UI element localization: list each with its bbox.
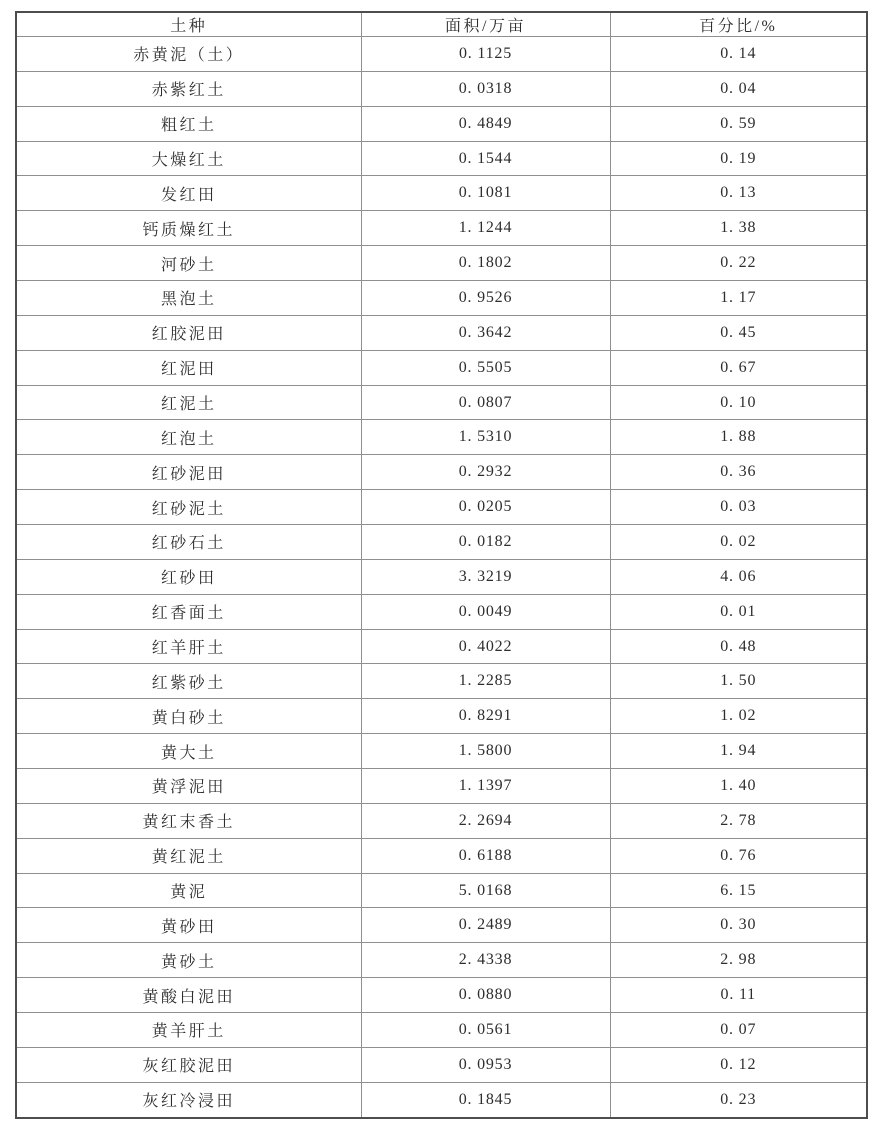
area-value-cell: 2. 2694 <box>361 803 610 838</box>
soil-name-cell: 黄砂田 <box>16 908 361 943</box>
area-value-cell: 1. 5310 <box>361 420 610 455</box>
table-row <box>16 629 867 664</box>
percentage-value-cell: 0. 12 <box>610 1047 867 1082</box>
table-row <box>16 594 867 629</box>
table-row <box>16 420 867 455</box>
percentage-value-cell: 0. 19 <box>610 141 867 176</box>
soil-name-cell: 灰红胶泥田 <box>16 1047 361 1082</box>
soil-name-cell: 红砂泥土 <box>16 490 361 525</box>
soil-name-cell: 黄泥 <box>16 873 361 908</box>
table-row <box>16 943 867 978</box>
area-value-cell: 3. 3219 <box>361 559 610 594</box>
table-row <box>16 315 867 350</box>
area-value-cell: 0. 8291 <box>361 699 610 734</box>
soil-name-cell: 红紫砂土 <box>16 664 361 699</box>
area-value-cell: 1. 2285 <box>361 664 610 699</box>
area-value-cell: 0. 9526 <box>361 281 610 316</box>
table-row <box>16 873 867 908</box>
percentage-value-cell: 0. 02 <box>610 525 867 560</box>
table-row <box>16 246 867 281</box>
table-header-row <box>16 12 867 37</box>
soil-name-cell: 黄大土 <box>16 734 361 769</box>
table-row <box>16 978 867 1013</box>
percentage-value-cell: 0. 13 <box>610 176 867 211</box>
header-percentage: 百分比/% <box>610 12 867 37</box>
soil-name-cell: 黑泡土 <box>16 281 361 316</box>
soil-name-cell: 黄酸白泥田 <box>16 978 361 1013</box>
table-row <box>16 490 867 525</box>
table-row <box>16 281 867 316</box>
area-value-cell: 0. 2489 <box>361 908 610 943</box>
percentage-value-cell: 1. 88 <box>610 420 867 455</box>
soil-name-cell: 红羊肝土 <box>16 629 361 664</box>
percentage-value-cell: 0. 36 <box>610 455 867 490</box>
soil-name-cell: 黄浮泥田 <box>16 769 361 804</box>
area-value-cell: 0. 1081 <box>361 176 610 211</box>
soil-name-cell: 发红田 <box>16 176 361 211</box>
table-row <box>16 908 867 943</box>
percentage-value-cell: 1. 40 <box>610 769 867 804</box>
percentage-value-cell: 0. 30 <box>610 908 867 943</box>
percentage-value-cell: 1. 38 <box>610 211 867 246</box>
area-value-cell: 0. 0561 <box>361 1013 610 1048</box>
area-value-cell: 0. 0318 <box>361 71 610 106</box>
soil-name-cell: 红泥田 <box>16 350 361 385</box>
soil-name-cell: 大燥红土 <box>16 141 361 176</box>
table-row <box>16 106 867 141</box>
area-value-cell: 0. 1845 <box>361 1082 610 1118</box>
table-row <box>16 176 867 211</box>
percentage-value-cell: 0. 10 <box>610 385 867 420</box>
soil-name-cell: 红砂泥田 <box>16 455 361 490</box>
table-row <box>16 1082 867 1118</box>
area-value-cell: 0. 5505 <box>361 350 610 385</box>
area-value-cell: 0. 2932 <box>361 455 610 490</box>
area-value-cell: 5. 0168 <box>361 873 610 908</box>
percentage-value-cell: 1. 17 <box>610 281 867 316</box>
percentage-value-cell: 0. 67 <box>610 350 867 385</box>
percentage-value-cell: 0. 07 <box>610 1013 867 1048</box>
table-row <box>16 769 867 804</box>
percentage-value-cell: 1. 94 <box>610 734 867 769</box>
table-row <box>16 559 867 594</box>
soil-name-cell: 红胶泥田 <box>16 315 361 350</box>
soil-name-cell: 红砂田 <box>16 559 361 594</box>
soil-name-cell: 黄白砂土 <box>16 699 361 734</box>
soil-name-cell: 红香面土 <box>16 594 361 629</box>
percentage-value-cell: 1. 50 <box>610 664 867 699</box>
area-value-cell: 0. 4022 <box>361 629 610 664</box>
percentage-value-cell: 4. 06 <box>610 559 867 594</box>
percentage-value-cell: 0. 48 <box>610 629 867 664</box>
area-value-cell: 0. 3642 <box>361 315 610 350</box>
soil-name-cell: 粗红土 <box>16 106 361 141</box>
area-value-cell: 0. 0807 <box>361 385 610 420</box>
header-soil-type: 土种 <box>16 12 361 37</box>
table-row <box>16 71 867 106</box>
table-row <box>16 525 867 560</box>
area-value-cell: 0. 0205 <box>361 490 610 525</box>
table-row <box>16 1013 867 1048</box>
table-row <box>16 664 867 699</box>
percentage-value-cell: 0. 76 <box>610 838 867 873</box>
percentage-value-cell: 0. 59 <box>610 106 867 141</box>
soil-name-cell: 河砂土 <box>16 246 361 281</box>
percentage-value-cell: 0. 22 <box>610 246 867 281</box>
area-value-cell: 1. 1244 <box>361 211 610 246</box>
area-value-cell: 0. 0049 <box>361 594 610 629</box>
percentage-value-cell: 0. 01 <box>610 594 867 629</box>
percentage-value-cell: 0. 14 <box>610 37 867 72</box>
soil-name-cell: 红泥土 <box>16 385 361 420</box>
soil-name-cell: 红砂石土 <box>16 525 361 560</box>
soil-name-cell: 黄砂土 <box>16 943 361 978</box>
table-row <box>16 1047 867 1082</box>
table-row <box>16 211 867 246</box>
percentage-value-cell: 0. 04 <box>610 71 867 106</box>
area-value-cell: 0. 6188 <box>361 838 610 873</box>
soil-name-cell: 黄红泥土 <box>16 838 361 873</box>
percentage-value-cell: 0. 23 <box>610 1082 867 1118</box>
percentage-value-cell: 2. 78 <box>610 803 867 838</box>
table-row <box>16 803 867 838</box>
area-value-cell: 0. 0953 <box>361 1047 610 1082</box>
area-value-cell: 0. 0182 <box>361 525 610 560</box>
header-area: 面积/万亩 <box>361 12 610 37</box>
area-value-cell: 0. 4849 <box>361 106 610 141</box>
table-row <box>16 350 867 385</box>
area-value-cell: 1. 1397 <box>361 769 610 804</box>
area-value-cell: 2. 4338 <box>361 943 610 978</box>
table-row <box>16 699 867 734</box>
soil-name-cell: 红泡土 <box>16 420 361 455</box>
percentage-value-cell: 0. 11 <box>610 978 867 1013</box>
table-row <box>16 141 867 176</box>
table-row <box>16 455 867 490</box>
table-row <box>16 37 867 72</box>
area-value-cell: 0. 1125 <box>361 37 610 72</box>
percentage-value-cell: 0. 45 <box>610 315 867 350</box>
table-row <box>16 385 867 420</box>
area-value-cell: 0. 1544 <box>361 141 610 176</box>
soil-type-table <box>15 11 868 1119</box>
soil-name-cell: 黄羊肝土 <box>16 1013 361 1048</box>
soil-name-cell: 钙质燥红土 <box>16 211 361 246</box>
area-value-cell: 0. 1802 <box>361 246 610 281</box>
soil-name-cell: 黄红末香土 <box>16 803 361 838</box>
percentage-value-cell: 0. 03 <box>610 490 867 525</box>
area-value-cell: 1. 5800 <box>361 734 610 769</box>
percentage-value-cell: 2. 98 <box>610 943 867 978</box>
percentage-value-cell: 1. 02 <box>610 699 867 734</box>
soil-name-cell: 赤黄泥（土） <box>16 37 361 72</box>
soil-name-cell: 赤紫红土 <box>16 71 361 106</box>
soil-name-cell: 灰红冷浸田 <box>16 1082 361 1118</box>
area-value-cell: 0. 0880 <box>361 978 610 1013</box>
percentage-value-cell: 6. 15 <box>610 873 867 908</box>
table-row <box>16 838 867 873</box>
table-row <box>16 734 867 769</box>
